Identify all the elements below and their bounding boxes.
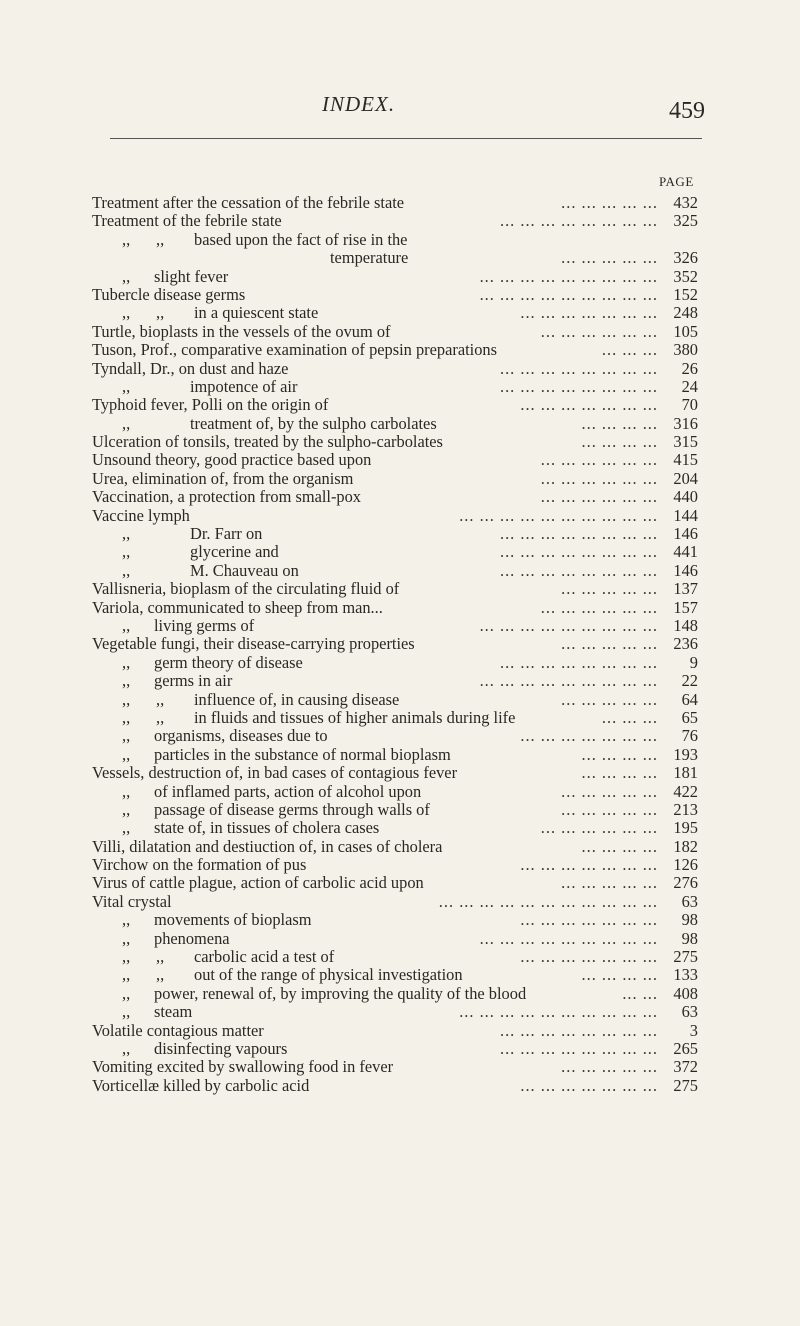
index-entry [0,709,800,727]
entry-page: 440 [673,487,698,507]
leader-dots: ... ... ... ... [581,744,658,764]
entry-page: 105 [673,321,698,341]
leader-dots: ... ... ... ... ... [561,248,658,268]
index-entry [0,893,800,911]
entry-text: Vaccine lymph [92,505,190,525]
index-entry [0,599,800,617]
entry-label [92,451,371,469]
entry-page: 195 [673,818,698,838]
entry-text: steam [154,1002,193,1022]
entry-label [92,930,230,948]
entry-label [92,985,526,1003]
entry-label [92,525,262,543]
entry-label [92,893,172,911]
running-head: INDEX. [322,92,396,116]
entry-page: 352 [673,266,698,286]
entry-text: Vorticellæ killed by carbolic acid [92,1075,310,1095]
leader-dots: ... ... ... ... ... [561,689,658,709]
ditto-mark: ,, [122,376,131,396]
entry-page: 422 [673,781,698,801]
entry-label [92,874,424,892]
entry-page: 372 [673,1057,698,1077]
index-entry [0,966,800,984]
entry-label [92,856,306,874]
entry-label [92,543,279,561]
index-entry [0,249,800,267]
index-entry [0,856,800,874]
entry-page: 157 [673,597,698,617]
index-entry [0,838,800,856]
ditto-mark: ,, [122,615,131,635]
leader-dots: ... ... ... ... ... ... ... [520,395,658,415]
leader-dots: ... ... ... ... ... ... ... ... [499,1020,658,1040]
entry-text: carbolic acid a test of [194,947,335,967]
entry-label [92,268,228,286]
index-entry [0,1003,800,1021]
entry-text: Dr. Farr on [190,524,263,544]
entry-text: Vaccination, a protection from small-pox [92,487,361,507]
ditto-mark: ,, [122,689,131,709]
entry-label [92,617,254,635]
entry-text: temperature [330,248,409,268]
entry-label [92,838,442,856]
entry-label [92,286,245,304]
leader-dots: ... ... ... ... ... ... ... [520,947,658,967]
ditto-mark: ,, [122,947,131,967]
index-entry [0,1077,800,1095]
index-entry [0,360,800,378]
ditto-mark: ,, [122,652,131,672]
entry-page: 64 [681,689,698,709]
index-entry [0,727,800,745]
entry-page: 144 [673,505,698,525]
entry-text: based upon the fact of rise in the [194,229,408,249]
entry-text: power, renewal of, by improving the quality of the blood [154,983,527,1003]
entry-label [92,212,282,230]
entry-page: 441 [673,542,698,562]
entry-text: Vital crystal [92,891,172,911]
index-entry [0,525,800,543]
entry-label [92,378,297,396]
ditto-mark: ,, [122,928,131,948]
entry-page: 236 [673,634,698,654]
entry-page: 133 [673,965,698,985]
entry-text: organisms, diseases due to [154,726,328,746]
entry-text: Ulceration of tonsils, treated by the sulpho-carbolates [92,432,443,452]
entry-text: in a quiescent state [194,303,319,323]
entry-label [92,396,328,414]
entry-page: 275 [673,947,698,967]
entry-page: 315 [673,432,698,452]
entry-text: particles in the substance of normal bioplasm [154,744,451,764]
entry-text: Villi, dilatation and destiuction of, in cases of cholera [92,836,443,856]
index-entry [0,911,800,929]
ditto-mark: ,, [122,1038,131,1058]
entry-text: Virchow on the formation of pus [92,855,307,875]
entry-text: passage of disease germs through walls of [154,799,430,819]
entry-label [92,727,328,745]
entry-text: germ theory of disease [154,652,303,672]
ditto-mark: ,, [156,229,165,249]
entry-text: glycerine and [190,542,279,562]
ditto-mark: ,, [122,799,131,819]
index-entry [0,672,800,690]
leader-dots: ... ... ... ... ... [561,873,658,893]
index-entry [0,654,800,672]
ditto-mark: ,, [122,229,131,249]
entry-page: 326 [673,248,698,268]
header-rule [110,138,702,139]
entry-text: state of, in tissues of cholera cases [154,818,380,838]
ditto-mark: ,, [122,671,131,691]
entry-page: 26 [681,358,698,378]
entry-label [92,1003,192,1021]
index-entry [0,1040,800,1058]
index-entry [0,635,800,653]
entry-page: 98 [681,910,698,930]
entry-text: Volatile contagious matter [92,1020,264,1040]
index-entry [0,543,800,561]
entry-page: 248 [673,303,698,323]
ditto-mark: ,, [122,413,131,433]
ditto-mark: ,, [156,303,165,323]
entry-page: 275 [673,1075,698,1095]
entry-label [92,672,232,690]
index-entries [0,194,800,1095]
entry-label [92,1077,309,1095]
ditto-mark: ,, [122,1002,131,1022]
entry-page: 432 [673,193,698,212]
entry-text: Urea, elimination of, from the organism [92,468,354,488]
entry-page: 182 [673,836,698,856]
leader-dots: ... ... ... ... ... ... ... ... ... [479,928,658,948]
entry-page: 316 [673,413,698,433]
ditto-mark: ,, [122,524,131,544]
entry-text: slight fever [154,266,229,286]
leader-dots: ... ... ... ... ... [561,781,658,801]
entry-label [92,470,353,488]
entry-text: Vomiting excited by swallowing food in fever [92,1057,394,1077]
index-entry [0,819,800,837]
entry-text: impotence of air [190,376,298,396]
leader-dots: ... ... ... ... ... [561,579,658,599]
leader-dots: ... ... ... ... ... ... ... ... ... ... [459,1002,658,1022]
entry-label [92,691,399,709]
entry-label [92,1040,287,1058]
entry-label [92,911,312,929]
entry-text: Unsound theory, good practice based upon [92,450,372,470]
entry-page: 137 [673,579,698,599]
ditto-mark: ,, [122,744,131,764]
entry-page: 415 [673,450,698,470]
ditto-mark: ,, [122,781,131,801]
entry-text: germs in air [154,671,233,691]
index-entry [0,378,800,396]
leader-dots: ... ... ... [601,707,658,727]
leader-dots: ... ... ... ... ... ... [540,468,658,488]
leader-dots: ... ... ... ... ... ... ... ... [499,376,658,396]
entry-label [92,562,299,580]
index-entry [0,323,800,341]
entry-label [92,819,379,837]
entry-page: 70 [681,395,698,415]
index-entry [0,985,800,1003]
entry-label [92,231,407,249]
entry-page: 380 [673,340,698,360]
leader-dots: ... ... ... ... ... ... ... [520,855,658,875]
entry-page: 276 [673,873,698,893]
index-entry [0,507,800,525]
entry-label [92,948,334,966]
leader-dots: ... ... ... ... ... ... [540,321,658,341]
index-entry [0,194,800,212]
leader-dots: ... ... ... ... ... ... ... ... ... ... [459,505,658,525]
entry-text: treatment of, by the sulpho carbolates [190,413,437,433]
entry-label [92,764,457,782]
index-entry [0,874,800,892]
entry-text: Tubercle disease germs [92,284,246,304]
ditto-mark: ,, [122,266,131,286]
leader-dots: ... ... ... ... ... ... ... ... [499,542,658,562]
entry-text: disinfecting vapours [154,1038,288,1058]
entry-text: in fluids and tissues of higher animals during life [194,707,516,727]
entry-label [92,580,399,598]
index-entry [0,268,800,286]
ditto-mark: ,, [156,689,165,709]
page-header [110,92,705,132]
entry-page: 63 [681,891,698,911]
entry-text: Vessels, destruction of, in bad cases of contagious fever [92,763,458,783]
index-entry [0,212,800,230]
entry-label [92,783,421,801]
leader-dots: ... ... ... ... ... ... ... [520,1075,658,1095]
entry-text: influence of, in causing disease [194,689,400,709]
entry-label [92,323,391,341]
entry-text: of inflamed parts, action of alcohol upon [154,781,422,801]
leader-dots: ... ... ... ... ... ... ... [520,910,658,930]
entry-page: 148 [673,615,698,635]
entry-label [92,801,430,819]
index-entry [0,396,800,414]
index-entry [0,341,800,359]
ditto-mark: ,, [122,303,131,323]
leader-dots: ... ... ... ... ... ... [540,487,658,507]
leader-dots: ... ... ... ... ... [561,799,658,819]
leader-dots: ... ... ... ... ... ... ... [520,303,658,323]
page-number: 459 [669,98,705,124]
entry-label [92,746,451,764]
leader-dots: ... ... ... ... ... ... ... ... ... ... ... [438,891,658,911]
index-entry [0,617,800,635]
ditto-mark: ,, [122,910,131,930]
entry-text: living germs of [154,615,255,635]
index-entry [0,415,800,433]
entry-label [92,654,303,672]
page-column-label: PAGE [659,174,694,189]
entry-page: 193 [673,744,698,764]
index-entry [0,451,800,469]
index-entry [0,930,800,948]
entry-page: 146 [673,524,698,544]
index-entry [0,783,800,801]
leader-dots: ... ... ... [601,340,658,360]
entry-label [92,1058,393,1076]
entry-label [92,415,437,433]
ditto-mark: ,, [156,947,165,967]
index-entry [0,562,800,580]
leader-dots: ... ... ... ... ... ... ... ... [499,211,658,231]
ditto-mark: ,, [122,707,131,727]
leader-dots: ... ... ... ... ... ... ... ... [499,358,658,378]
leader-dots: ... ... ... ... ... ... ... ... [499,560,658,580]
index-entry [0,691,800,709]
entry-page: 325 [673,211,698,231]
entry-label [92,433,443,451]
entry-page: 9 [689,652,698,672]
entry-label [92,1022,264,1040]
leader-dots: ... ... ... ... [581,836,658,856]
leader-dots: ... ... ... ... ... [561,634,658,654]
index-entry [0,488,800,506]
entry-page: 204 [673,468,698,488]
index-entry [0,948,800,966]
entry-text: Tuson, Prof., comparative examination of pepsin preparations [92,340,497,360]
leader-dots: ... ... ... ... ... ... [540,597,658,617]
entry-label [92,341,497,359]
entry-page: 76 [681,726,698,746]
entry-label [92,709,515,727]
leader-dots: ... ... ... ... ... [561,1057,658,1077]
leader-dots: ... ... [622,983,658,1003]
leader-dots: ... ... ... ... ... ... ... ... [499,1038,658,1058]
leader-dots: ... ... ... ... ... [561,193,658,212]
entry-text: movements of bioplasm [154,910,312,930]
entry-page: 3 [689,1020,698,1040]
ditto-mark: ,, [122,560,131,580]
index-entry [0,764,800,782]
entry-label [92,488,361,506]
entry-label [92,304,318,322]
entry-label [92,635,415,653]
leader-dots: ... ... ... ... ... ... ... ... [499,524,658,544]
ditto-mark: ,, [122,542,131,562]
entry-text: Tyndall, Dr., on dust and haze [92,358,289,378]
index-entry [0,1022,800,1040]
entry-label [92,194,404,212]
entry-text: Treatment after the cessation of the febrile state [92,193,405,212]
entry-label [92,507,190,525]
entry-page: 213 [673,799,698,819]
entry-text: M. Chauveau on [190,560,299,580]
entry-label [330,249,408,267]
ditto-mark: ,, [122,726,131,746]
ditto-mark: ,, [122,818,131,838]
ditto-mark: ,, [122,965,131,985]
entry-page: 152 [673,284,698,304]
entry-label [92,599,383,617]
entry-page: 146 [673,560,698,580]
entry-text: Typhoid fever, Polli on the origin of [92,395,329,415]
entry-text: Turtle, bioplasts in the vessels of the ovum of [92,321,391,341]
entry-label [92,966,463,984]
entry-page: 63 [681,1002,698,1022]
index-entry [0,433,800,451]
index-entry [0,286,800,304]
ditto-mark: ,, [122,983,131,1003]
entry-text: Vallisneria, bioplasm of the circulating fluid of [92,579,400,599]
leader-dots: ... ... ... ... ... ... ... ... ... [479,615,658,635]
entry-page: 181 [673,763,698,783]
leader-dots: ... ... ... ... [581,763,658,783]
leader-dots: ... ... ... ... [581,965,658,985]
index-entry [0,746,800,764]
leader-dots: ... ... ... ... ... ... [540,818,658,838]
leader-dots: ... ... ... ... ... ... ... ... ... [479,284,658,304]
entry-text: phenomena [154,928,230,948]
index-entry [0,580,800,598]
leader-dots: ... ... ... ... [581,413,658,433]
entry-text: Variola, communicated to sheep from man... [92,597,383,617]
ditto-mark: ,, [156,965,165,985]
entry-page: 24 [681,376,698,396]
entry-page: 126 [673,855,698,875]
index-entry [0,801,800,819]
entry-page: 22 [681,671,698,691]
entry-text: Virus of cattle plague, action of carbolic acid upon [92,873,424,893]
leader-dots: ... ... ... ... ... ... ... [520,726,658,746]
index-entry [0,1058,800,1076]
index-entry [0,470,800,488]
entry-text: Treatment of the febrile state [92,211,282,231]
leader-dots: ... ... ... ... [581,432,658,452]
entry-page: 408 [673,983,698,1003]
entry-text: Vegetable fungi, their disease-carrying properties [92,634,415,654]
entry-page: 265 [673,1038,698,1058]
index-entry [0,231,800,249]
index-entry [0,304,800,322]
leader-dots: ... ... ... ... ... ... [540,450,658,470]
entry-page: 65 [681,707,698,727]
entry-text: out of the range of physical investigation [194,965,463,985]
leader-dots: ... ... ... ... ... ... ... ... ... [479,266,658,286]
entry-page: 98 [681,928,698,948]
entry-label [92,360,288,378]
ditto-mark: ,, [156,707,165,727]
leader-dots: ... ... ... ... ... ... ... ... [499,652,658,672]
leader-dots: ... ... ... ... ... ... ... ... ... [479,671,658,691]
